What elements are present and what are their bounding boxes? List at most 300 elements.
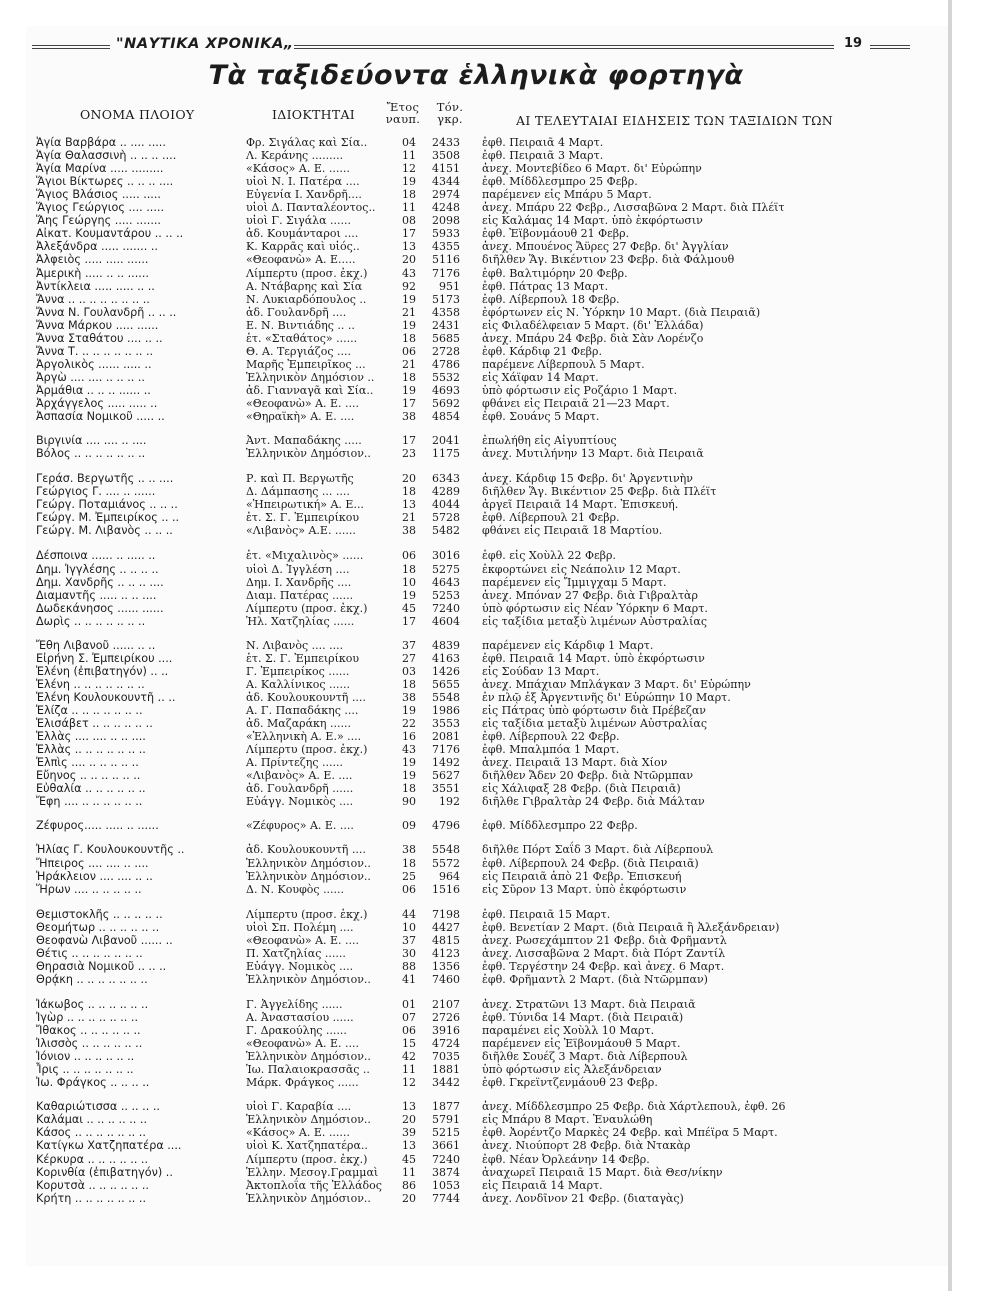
- build-year: 38: [402, 843, 416, 857]
- table-row: [0, 921, 950, 934]
- owner-name: Γ. Ἀγγελίδης ......: [246, 997, 343, 1011]
- build-year: 10: [402, 575, 416, 589]
- owner-name: Γ. Δρακούλης ......: [246, 1024, 347, 1038]
- owner-name: ἀδ. Κουλουκουντῆ ....: [246, 843, 366, 857]
- table-row: [0, 227, 950, 240]
- column-header-tons: [432, 101, 468, 125]
- voyage-news: ἐφθ. Πειραιᾶ 3 Μαρτ.: [482, 149, 604, 163]
- owner-name: Α. Ντάβαρης καὶ Σία: [246, 279, 363, 293]
- voyage-news: ἀνεχ. Μπάρυ 24 Φεβρ. διὰ Σὰν Λορένζο: [482, 331, 704, 345]
- build-year: 04: [402, 136, 416, 149]
- table-row: [0, 549, 950, 562]
- owner-name: «Ἑλληνικὴ Α. Ε.» ....: [246, 730, 362, 744]
- table-row: [0, 1050, 950, 1063]
- gross-tons: 4344: [432, 175, 460, 189]
- owner-name: υἱοὶ Δ. Ἰγγλέση ....: [246, 562, 350, 576]
- table-row: [0, 1037, 950, 1050]
- gross-tons: 5215: [432, 1126, 460, 1140]
- voyage-news: ἐφθ. Λίβερπουλ 18 Φεβρ.: [482, 292, 620, 306]
- build-year: 13: [402, 240, 416, 254]
- owner-name: ἑτ. Σ. Γ. Ἐμπειρίκου: [246, 651, 360, 665]
- build-year: 30: [402, 946, 416, 960]
- header-rule-middle: [294, 45, 834, 49]
- ship-name: Ἰω. Φράγκος .. .. .. ..: [36, 1076, 150, 1090]
- table-row: [0, 1139, 950, 1152]
- owner-name: υἱοὶ Κ. Χατζηπατέρα..: [246, 1139, 368, 1153]
- ship-name: Ἑλίζα .. .. .. .. .. .. ..: [36, 704, 143, 717]
- build-year: 22: [402, 717, 416, 731]
- build-year: 06: [402, 344, 416, 358]
- owner-name: Δ. Ν. Κουφὸς ......: [246, 882, 345, 896]
- table-row: [0, 576, 950, 589]
- build-year: 20: [402, 1191, 416, 1205]
- build-year: 21: [402, 357, 416, 371]
- voyage-news: ἀνεχ. Μυτιλήνην 13 Μαρτ. διὰ Πειραιᾶ: [482, 447, 704, 461]
- build-year: 11: [402, 149, 416, 163]
- build-year: 18: [402, 370, 416, 384]
- build-year: 12: [402, 162, 416, 176]
- voyage-news: ἐφθ. Πειραιᾶ 4 Μαρτ.: [482, 136, 604, 149]
- voyage-news: ὑπὸ φόρτωσιν εἰς Ἀλεξάνδρειαν: [482, 1063, 662, 1077]
- owner-name: Ἑλληνικὸν Δημόσιον..: [246, 869, 371, 883]
- voyage-news: εἰς Χάλιφαξ 28 Φεβρ. (διὰ Πειραιᾶ): [482, 782, 681, 796]
- gross-tons: 3508: [432, 149, 460, 163]
- owner-name: Λίμπερτυ (προσ. ἐκχ.): [246, 907, 368, 921]
- ship-name: Ἀλφειὸς ..... ..... ......: [36, 253, 149, 267]
- table-row: [0, 162, 950, 175]
- build-year: 15: [402, 1037, 416, 1051]
- table-row: [0, 1153, 950, 1166]
- gross-tons: 7240: [432, 1152, 460, 1166]
- build-year: 13: [402, 1139, 416, 1153]
- table-row: [0, 704, 950, 717]
- table-row: [0, 319, 950, 332]
- table-row: [0, 240, 950, 253]
- owner-name: ἑτ. Σ. Γ. Ἐμπειρίκου: [246, 511, 360, 525]
- build-year: 42: [402, 1050, 416, 1064]
- build-year: 86: [402, 1178, 416, 1192]
- build-year: 19: [402, 292, 416, 306]
- gross-tons: 2726: [432, 1011, 460, 1024]
- ship-name: Ἄννα Ν. Γουλανδρῆ .. .. ..: [36, 305, 177, 319]
- build-year: 38: [402, 410, 416, 424]
- gross-tons: 2728: [432, 344, 460, 358]
- header-rule-left: [32, 45, 110, 49]
- ship-name: Κρήτη .. .. .. .. .. .. ..: [36, 1191, 147, 1205]
- gross-tons: 4643: [432, 575, 460, 589]
- ship-name: Ἤπειρος .... .... .. ....: [36, 856, 149, 870]
- build-year: 06: [402, 882, 416, 896]
- build-year: 11: [402, 1063, 416, 1077]
- gross-tons: 4427: [432, 920, 460, 934]
- voyage-news: διῆλθε Πόρτ Σαΐδ 3 Μαρτ. διὰ Λίβερπουλ: [482, 843, 714, 857]
- table-row: [0, 615, 950, 628]
- owner-name: ἀδ. Μαζαράκη ......: [246, 717, 351, 731]
- table-row: [0, 1113, 950, 1126]
- voyage-news: εἰς Σῦρον 13 Μαρτ. ὑπὸ ἐκφόρτωσιν: [482, 882, 687, 896]
- gross-tons: 1492: [432, 756, 460, 770]
- gross-tons: 5532: [432, 370, 460, 384]
- gross-tons: 192: [439, 795, 460, 809]
- gross-tons: 4044: [432, 498, 460, 512]
- gross-tons: 2974: [432, 188, 460, 202]
- ship-name: Αἰκατ. Κουμαντάρου .. .. ..: [36, 227, 184, 241]
- owner-name: Ἑλλην. Μεσογ.Γραμμαὶ: [246, 1165, 379, 1179]
- voyage-news: παρέμενε Λίβερπουλ 5 Μαρτ.: [482, 357, 645, 371]
- ship-name: Ἅγιος Γεώργιος .... .....: [36, 201, 165, 215]
- voyage-news: ἀνεχ. Ρωσεχάμπτον 21 Φεβρ. διὰ Φρῆμαντλ: [482, 933, 727, 947]
- table-row: [0, 214, 950, 227]
- owner-name: υἱοὶ Ν. Ι. Πατέρα ....: [246, 175, 360, 189]
- owner-name: Ἰω. Παλαιοκρασσᾶς ..: [246, 1063, 370, 1077]
- owner-name: Μαρῆς Ἐμπειρῖκος ...: [246, 357, 366, 371]
- table-row: [0, 1063, 950, 1076]
- owner-name: Ἑλληνικὸν Δημόσιον..: [246, 1191, 371, 1205]
- ship-name: Θεομήτωρ .. .. .. .. .. ..: [36, 920, 160, 934]
- gross-tons: 2433: [432, 136, 460, 149]
- voyage-news: ἐφθ. Λίβερπουλ 22 Φεβρ.: [482, 730, 620, 744]
- owner-name: υἱοὶ Γ. Καραβία ....: [246, 1100, 352, 1114]
- gross-tons: 1426: [432, 664, 460, 678]
- table-row: [0, 782, 950, 795]
- column-header-news: ΑΙ ΤΕΛΕΥΤΑΙΑΙ ΕΙΔΗΣΕΙΣ ΤΩΝ ΤΑΞΙΔΙΩΝ ΤΩΝ: [516, 113, 834, 128]
- voyage-news: παρέμενεν εἰς Κάρδιφ 1 Μαρτ.: [482, 638, 654, 652]
- voyage-news: ἀργεῖ Πειραιᾶ 14 Μαρτ. Ἐπισκευή.: [482, 498, 679, 512]
- owner-name: υἱοὶ Σπ. Πολέμη ....: [246, 920, 354, 934]
- gross-tons: 5275: [432, 562, 460, 576]
- owner-name: Γ. Ἐμπειρίκος ......: [246, 664, 350, 678]
- table-row: [0, 384, 950, 397]
- ship-name: Ἀλεξάνδρα ..... ....... ..: [36, 240, 158, 254]
- owner-name: «Ἠπειρωτική» Α. Ε...: [246, 498, 364, 512]
- table-row: [0, 563, 950, 576]
- build-year: 06: [402, 549, 416, 563]
- voyage-news: ἀναχωρεῖ Πειραιᾶ 15 Μαρτ. διὰ Θεσ/νίκην: [482, 1165, 723, 1179]
- ship-name: Γεώργ. Ποταμιάνος .. .. ..: [36, 498, 178, 512]
- table-row: [0, 819, 950, 832]
- gross-tons: 4248: [432, 201, 460, 215]
- ship-name: Βόλος .. .. .. .. .. .. ..: [36, 447, 146, 461]
- ship-name: Εὐθαλία .. .. .. .. .. ..: [36, 782, 146, 796]
- voyage-news: ἀνεχ. Λισσαβῶνα 2 Μαρτ. διὰ Πόρτ Ζαντίλ: [482, 946, 726, 960]
- ship-name: Ἁγία Θαλασσινὴ .. .. .. ....: [36, 149, 177, 163]
- gross-tons: 4163: [432, 651, 460, 665]
- build-year: 41: [402, 972, 416, 986]
- owner-name: «Λιβανὸς» Α.Ε. ......: [246, 524, 356, 538]
- gross-tons: 7198: [432, 907, 460, 921]
- gross-tons: 1053: [432, 1178, 460, 1192]
- gross-tons: 5572: [432, 856, 460, 870]
- table-row: [0, 769, 950, 782]
- voyage-news: ἐφθ. εἰς Χοὺλλ 22 Φεβρ.: [482, 549, 617, 563]
- ship-name: Βιργινία .... .... .. ....: [36, 434, 147, 448]
- voyage-news: ἐφθ. Τύνιδα 14 Μαρτ. (διὰ Πειραιᾶ): [482, 1011, 684, 1024]
- table-row: [0, 678, 950, 691]
- build-year: 21: [402, 511, 416, 525]
- column-header-ship-name: ΟΝΟΜΑ ΠΛΟΙΟΥ: [80, 107, 195, 122]
- ship-name: Ἀρμάθια .. .. .. ...... ..: [36, 383, 151, 397]
- gross-tons: 3874: [432, 1165, 460, 1179]
- gross-tons: 3916: [432, 1024, 460, 1038]
- owner-name: «Θεοφανὼ» Α. Ε. ....: [246, 397, 360, 410]
- ship-name: Γεώργ. Μ. Λιβανὸς .. .. ..: [36, 524, 173, 538]
- voyage-news: ἐφθ. Μίδδλεσμπρο 25 Φεβρ.: [482, 175, 638, 189]
- voyage-news: φθάνει εἰς Πειραιᾶ 18 Μαρτίου.: [482, 524, 663, 538]
- column-header-year-line2: ναυπ.: [385, 112, 421, 126]
- ship-name: Καθαριώτισσα .. .. .. ..: [36, 1100, 160, 1114]
- voyage-news: παρέμενεν εἰς Μπάρυ 5 Μαρτ.: [482, 188, 652, 202]
- build-year: 20: [402, 253, 416, 267]
- voyage-news: ἀνεχ. Πειραιᾶ 13 Μαρτ. διὰ Χίον: [482, 756, 668, 770]
- owner-name: Α. Πρίντεζης ......: [246, 756, 343, 770]
- voyage-news: ἐφθ. Σουάνς 5 Μαρτ.: [482, 410, 600, 424]
- owner-name: Λίμπερτυ (προσ. ἐκχ.): [246, 743, 368, 757]
- ship-name: Ἄννα Μάρκου ..... ......: [36, 318, 159, 332]
- voyage-news: ἐφθ. Τεργέστην 24 Φεβρ. καὶ ἀνεχ. 6 Μαρτ.: [482, 959, 725, 973]
- owner-name: Α. Καλλίνικος ......: [246, 677, 350, 691]
- ship-name: Ἀρχάγγελος ..... ..... ..: [36, 397, 158, 410]
- voyage-news: ἀνεχ. Μπάχιαν Μπλάγκαν 3 Μαρτ. δι' Εὐρώπην: [482, 677, 751, 691]
- build-year: 92: [402, 279, 416, 293]
- table-row: [0, 410, 950, 423]
- table-row: [0, 201, 950, 214]
- gross-tons: 7744: [432, 1191, 460, 1205]
- gross-tons: 1356: [432, 959, 460, 973]
- build-year: 39: [402, 1126, 416, 1140]
- gross-tons: 3661: [432, 1139, 460, 1153]
- voyage-news: εἰς Σούδαν 13 Μαρτ.: [482, 664, 600, 678]
- build-year: 43: [402, 266, 416, 280]
- build-year: 17: [402, 227, 416, 241]
- gross-tons: 5482: [432, 524, 460, 538]
- gross-tons: 7035: [432, 1050, 460, 1064]
- table-row: [0, 1192, 950, 1205]
- table-row: [0, 960, 950, 973]
- build-year: 25: [402, 869, 416, 883]
- build-year: 17: [402, 434, 416, 448]
- owner-name: ἀδ. Κουμάνταροι ....: [246, 227, 359, 241]
- ship-name: Γεράσ. Βεργωτῆς .. .. ....: [36, 472, 174, 486]
- gross-tons: 4815: [432, 933, 460, 947]
- ship-name: Ἶρις .. .. .. .. .. .. ..: [36, 1063, 134, 1077]
- voyage-news: διῆλθεν Ἅγ. Βικέντιον 25 Φεβρ. διὰ Πλέϊτ: [482, 485, 717, 499]
- ship-name: Ἅγιοι Βίκτωρες .. .. .. ....: [36, 175, 174, 189]
- voyage-news: διῆλθεν Ἄδεν 20 Φεβρ. διὰ Ντῶρμπαν: [482, 769, 694, 783]
- table-row: [0, 730, 950, 743]
- ship-name: Ἀργολικὸς ...... ..... ..: [36, 357, 152, 371]
- owner-name: «Κάσος» Α. Ε. ......: [246, 1126, 350, 1140]
- owner-name: Ἑλληνικὸν Δημόσιον ..: [246, 370, 375, 384]
- ship-name: Ἔφη .... .. .. .. .. .. ..: [36, 795, 143, 809]
- voyage-news: ἐφθ. Φρῆμαντλ 2 Μαρτ. (διὰ Ντῶρμπαν): [482, 972, 708, 986]
- table-row: [0, 447, 950, 460]
- ship-name: Καλάμαι .. .. .. .. .. ..: [36, 1113, 147, 1127]
- owner-name: Λ. Κεράνης .........: [246, 149, 344, 163]
- build-year: 45: [402, 1152, 416, 1166]
- ship-name: Γεώργ. Μ. Ἐμπειρίκος .. ..: [36, 511, 180, 525]
- ship-name: Ἰγὼρ .. .. .. .. .. .. ..: [36, 1011, 139, 1024]
- voyage-news: εἰς Πάτρας ὑπὸ φόρτωσιν διὰ Πρέβεζαν: [482, 704, 706, 717]
- owner-name: «Κάσος» Α. Ε. ......: [246, 162, 350, 176]
- gross-tons: 2081: [432, 730, 460, 744]
- build-year: 08: [402, 214, 416, 228]
- magazine-name: "ΝΑΥΤΙΚΑ ΧΡΟΝΙΚΑ„: [116, 36, 294, 52]
- build-year: 18: [402, 677, 416, 691]
- table-row: [0, 371, 950, 384]
- header-rule-right: [870, 45, 910, 49]
- running-header: [32, 36, 910, 56]
- voyage-news: ἐφθ. Μίδδλεσμπρο 22 Φεβρ.: [482, 819, 638, 833]
- table-row: [0, 1024, 950, 1037]
- build-year: 17: [402, 397, 416, 410]
- build-year: 11: [402, 1165, 416, 1179]
- gross-tons: 4355: [432, 240, 460, 254]
- gross-tons: 4358: [432, 305, 460, 319]
- build-year: 03: [402, 664, 416, 678]
- table-row: [0, 947, 950, 960]
- voyage-news: ἐφθ. Πειραιᾶ 15 Μαρτ.: [482, 907, 611, 921]
- voyage-news: ἐν πλῷ ἐξ Ἀργεντινῆς δι' Εὐρώπην 10 Μαρτ.: [482, 690, 731, 704]
- owner-name: «Ζέφυρος» Α. Ε. ....: [246, 819, 354, 833]
- gross-tons: 5253: [432, 588, 460, 602]
- gross-tons: 3551: [432, 782, 460, 796]
- owner-name: υἱοὶ Γ. Σιγάλα ......: [246, 214, 352, 228]
- gross-tons: 7240: [432, 601, 460, 615]
- ship-name: Ἀμερικὴ ..... .. .. ......: [36, 266, 149, 280]
- owner-name: Ἑλληνικὸν Δημόσιον..: [246, 1050, 371, 1064]
- owner-name: Λίμπερτυ (προσ. ἐκχ.): [246, 601, 368, 615]
- build-year: 18: [402, 331, 416, 345]
- voyage-news: διῆλθε Σουέζ 3 Μαρτ. διὰ Λίβερπουλ: [482, 1050, 688, 1064]
- voyage-news: ἀνεχ. Μπάρυ 22 Φεβρ., Λισσαβῶνα 2 Μαρτ. διὰ Πλέϊτ: [482, 201, 785, 215]
- voyage-news: εἰς Φιλαδέλφειαν 5 Μαρτ. (δι' Ἑλλάδα): [482, 318, 704, 332]
- gross-tons: 4796: [432, 819, 460, 833]
- table-row: [0, 397, 950, 410]
- voyage-news: ὑπὸ φόρτωσιν εἰς Ροζάριο 1 Μαρτ.: [482, 383, 678, 397]
- voyage-news: ἐφθ. Μπαλμπόα 1 Μαρτ.: [482, 743, 620, 757]
- ship-name: Ἑλισάβετ .. .. .. .. .. ..: [36, 717, 153, 731]
- build-year: 88: [402, 959, 416, 973]
- column-header-tons-line2: γκρ.: [437, 112, 463, 126]
- table-row: [0, 498, 950, 511]
- gross-tons: 5728: [432, 511, 460, 525]
- build-year: 20: [402, 1113, 416, 1127]
- voyage-news: παραμένει εἰς Χοὺλλ 10 Μαρτ.: [482, 1024, 655, 1038]
- owner-name: Ρ. καὶ Π. Βεργωτῆς: [246, 472, 354, 486]
- build-year: 45: [402, 601, 416, 615]
- owner-name: Ἠλ. Χατζηλίας ......: [246, 614, 355, 628]
- build-year: 18: [402, 188, 416, 202]
- gross-tons: 4839: [432, 638, 460, 652]
- ship-name: Θεοφανὼ Λιβανοῦ ...... ..: [36, 933, 173, 947]
- gross-tons: 4289: [432, 485, 460, 499]
- build-year: 18: [402, 856, 416, 870]
- voyage-news: διῆλθε Γιβραλτὰρ 24 Φεβρ. διὰ Μάλταν: [482, 795, 705, 809]
- build-year: 38: [402, 690, 416, 704]
- gross-tons: 5627: [432, 769, 460, 783]
- table-row: [0, 267, 950, 280]
- gross-tons: 3442: [432, 1076, 460, 1090]
- table-row: [0, 485, 950, 498]
- gross-tons: 2107: [432, 997, 460, 1011]
- build-year: 18: [402, 782, 416, 796]
- build-year: 13: [402, 498, 416, 512]
- gross-tons: 5933: [432, 227, 460, 241]
- gross-tons: 7460: [432, 972, 460, 986]
- build-year: 19: [402, 588, 416, 602]
- ship-name: Δημ. Ἰγγλέσης .. .. .. ..: [36, 562, 159, 576]
- build-year: 19: [402, 756, 416, 770]
- owner-name: ἀδ. Κουλουκουντῆ ....: [246, 690, 366, 704]
- ship-name: Ζέφυρος..... ..... .. ......: [36, 819, 159, 833]
- build-year: 90: [402, 795, 416, 809]
- build-year: 19: [402, 769, 416, 783]
- column-header-owners: ΙΔΙΟΚΤΗΤΑΙ: [272, 107, 356, 122]
- gross-tons: 5173: [432, 292, 460, 306]
- owner-name: Π. Χατζηλίας ......: [246, 946, 346, 960]
- gross-tons: 4724: [432, 1037, 460, 1051]
- ship-name: Θέτις .. .. .. .. .. .. ..: [36, 946, 143, 960]
- voyage-news: φθάνει εἰς Πειραιᾶ 21—23 Μαρτ.: [482, 397, 670, 410]
- ship-name: Δέσποινα ...... .. ..... ..: [36, 549, 156, 563]
- build-year: 19: [402, 175, 416, 189]
- table-row: [0, 1100, 950, 1113]
- voyage-news: ἐφθ. Νέαν Ὀρλεάνην 14 Φεβρ.: [482, 1152, 650, 1166]
- owner-name: Λίμπερτυ (προσ. ἐκχ.): [246, 266, 368, 280]
- gross-tons: 1881: [432, 1063, 460, 1077]
- voyage-news: ἀνεχ. Στρατῶνι 13 Μαρτ. διὰ Πειραιᾶ: [482, 997, 696, 1011]
- ship-name: Ἁγία Μαρίνα ..... .........: [36, 162, 164, 176]
- owner-name: Ἑλληνικὸν Δημόσιον..: [246, 1113, 371, 1127]
- table-row: [0, 188, 950, 201]
- ship-name: Ἴθακος .. .. .. .. .. ..: [36, 1024, 141, 1038]
- build-year: 13: [402, 1100, 416, 1114]
- voyage-news: ἐφθ. Κάρδιφ 21 Φεβρ.: [482, 344, 603, 358]
- table-row: [0, 652, 950, 665]
- gross-tons: 5548: [432, 843, 460, 857]
- ship-name: Ἑλλὰς .... .... .. .. ....: [36, 730, 146, 744]
- ship-name: Ἰόνιον .. .. .. .. .. ..: [36, 1050, 135, 1064]
- build-year: 18: [402, 485, 416, 499]
- voyage-news: ἀνεχ. Μίδδλεσμπρο 25 Φεβρ. διὰ Χάρτλεπουλ, ἐφθ. 26: [482, 1100, 786, 1114]
- table-row: [0, 280, 950, 293]
- build-year: 16: [402, 730, 416, 744]
- ship-name: Ἄννα Τ. .. .. .. .. .. .. ..: [36, 344, 154, 358]
- owner-name: «Θεοφανὼ» Α. Ε. ....: [246, 1037, 360, 1051]
- voyage-news: ἐφθ. Πάτρας 13 Μαρτ.: [482, 279, 609, 293]
- gross-tons: 7176: [432, 743, 460, 757]
- table-row: [0, 524, 950, 537]
- ship-name: Κατίγκω Χατζηπατέρα ....: [36, 1139, 182, 1153]
- table-row: [0, 639, 950, 652]
- owner-name: Εὐάγγ. Νομικὸς ....: [246, 795, 354, 809]
- gross-tons: 4604: [432, 614, 460, 628]
- voyage-news: ἀνεχ. Μπόναν 27 Φεβρ. διὰ Γιβραλτὰρ: [482, 588, 698, 602]
- page-title: Τὰ ταξιδεύοντα ἑλληνικὰ φορτηγὰ: [208, 60, 744, 91]
- ship-name: Ἑλλὰς .. .. .. .. .. .. ..: [36, 743, 146, 757]
- gross-tons: 5791: [432, 1113, 460, 1127]
- build-year: 06: [402, 1024, 416, 1038]
- voyage-news: εἰς Χάϊφαν 14 Μαρτ.: [482, 370, 599, 384]
- gross-tons: 4151: [432, 162, 460, 176]
- owner-name: ἀδ. Γιανναγᾶ καὶ Σία..: [246, 383, 374, 397]
- voyage-news: εἰς Μπάρυ 8 Μαρτ. Ἐναυλώθη: [482, 1113, 653, 1127]
- voyage-news: ἀνεχ. Κάρδιφ 15 Φεβρ. δι' Ἀργεντινὴν: [482, 472, 693, 486]
- ship-name: Ἄννα Σταθάτου .... .. ..: [36, 331, 163, 345]
- owner-name: «Θεοφανὼ» Α. Ε.....: [246, 253, 356, 267]
- voyage-news: παρέμενεν εἰς Ἐϊβονμάουθ 5 Μαρτ.: [482, 1037, 681, 1051]
- column-header-year: [382, 101, 424, 125]
